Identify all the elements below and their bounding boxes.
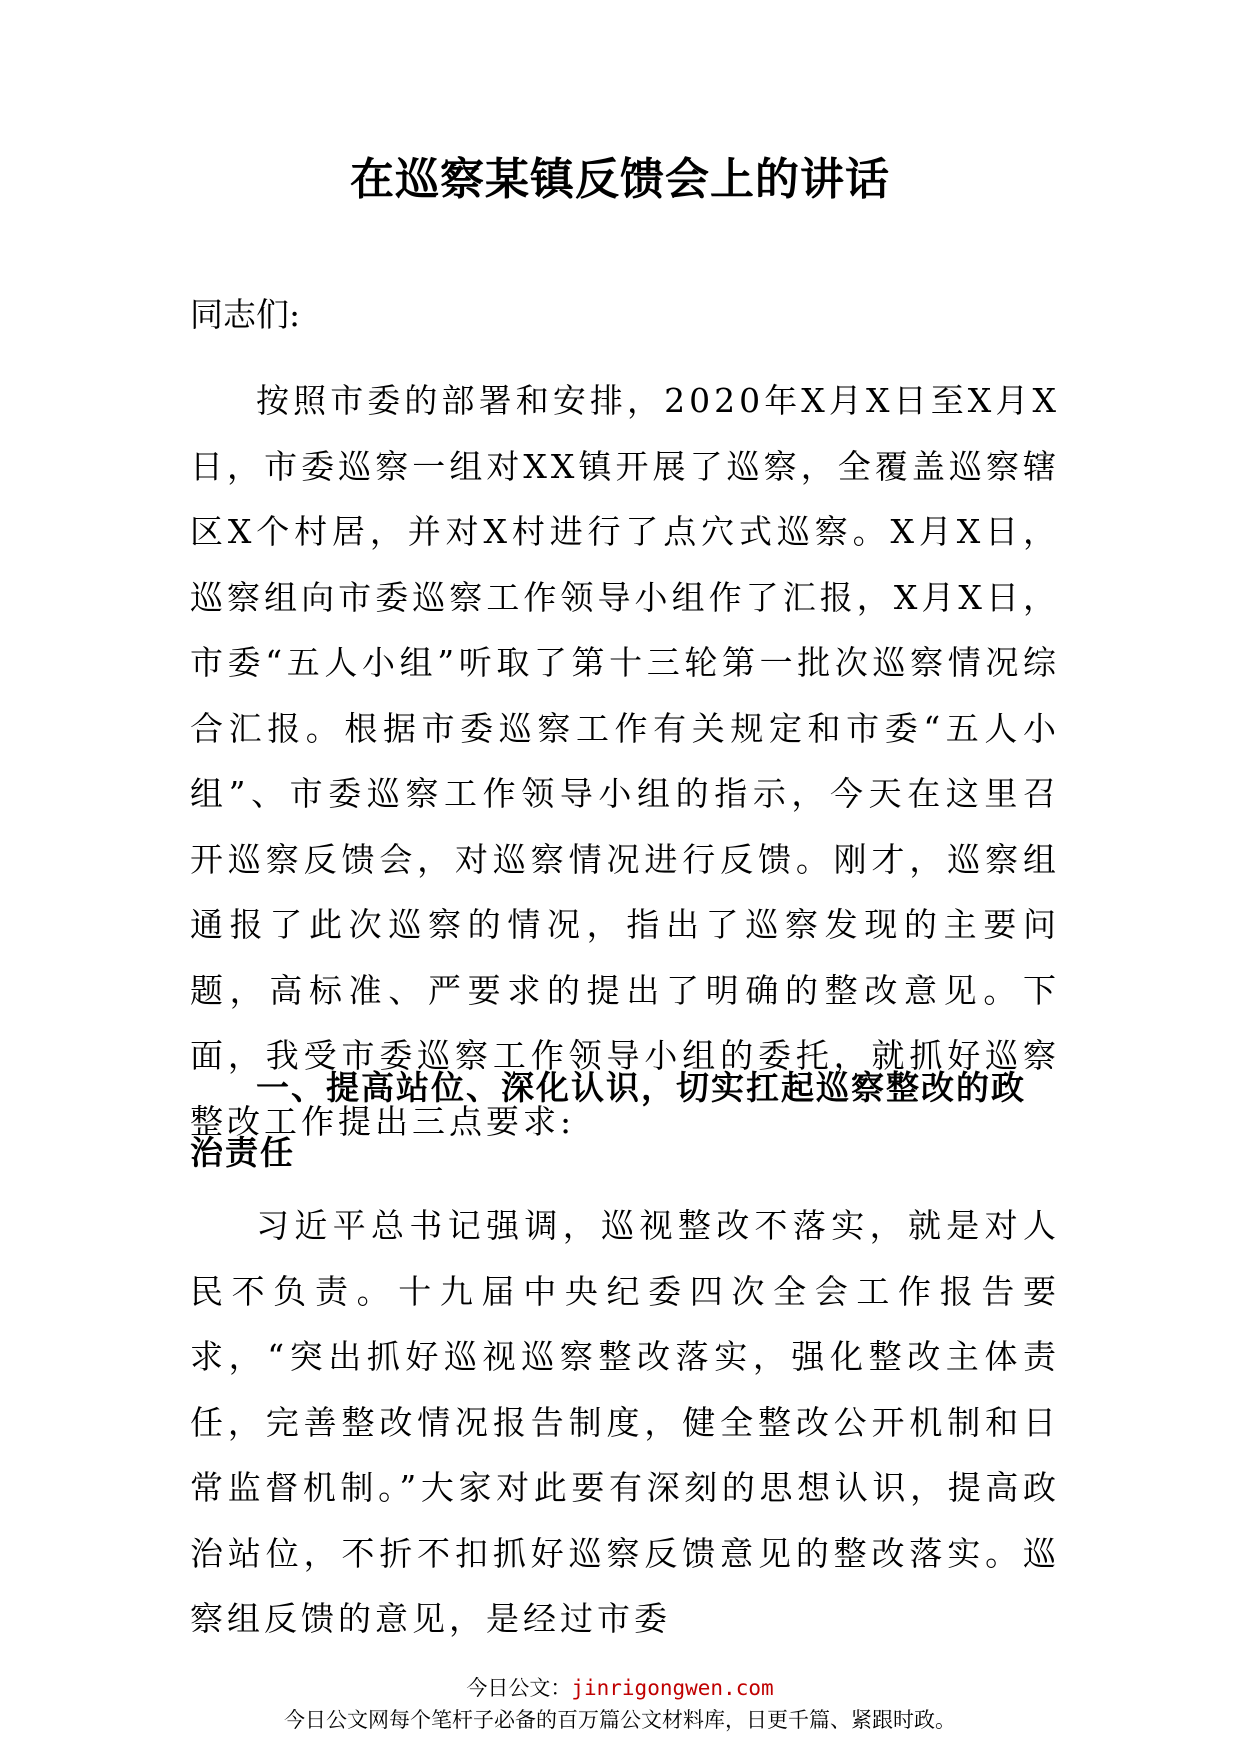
section-heading-1: 一、提高站位、深化认识，切实扛起巡察整改的政治责任: [190, 1068, 1026, 1172]
page-title: 在巡察某镇反馈会上的讲话: [350, 154, 890, 205]
paragraph-section-1: 习近平总书记强调，巡视整改不落实，就是对人民不负责。十九届中央纪委四次全会工作报告要求，“突出抓好巡视巡察整改落实，强化整改主体责任，完善整改情况报告制度，健全整改公开机制和日常监督机制。”大家对此要有深刻的思想认识，提高政治站位，不折不扣抓好巡察反馈意见的整改落实。巡察组反馈的意见，是经过市委: [190, 1206, 1060, 1638]
footer-slogan: 今日公文网每个笔杆子必备的百万篇公文材料库，日更千篇、紧跟时政。: [284, 1708, 956, 1732]
footer-site-label: 今日公文：: [466, 1676, 572, 1700]
paragraph-intro: 按照市委的部署和安排，2020年X月X日至X月X日，市委巡察一组对XX镇开展了巡察，全覆盖巡察辖区X个村居，并对X村进行了点穴式巡察。X月X日，巡察组向市委巡察工作领导小组作了汇报，X月X日，市委“五人小组”听取了第十三轮第一批次巡察情况综合汇报。根据市委巡察工作有关规定和市委“五人小组”、市委巡察工作领导小组的指示，今天在这里召开巡察反馈会，对巡察情况进行反馈。刚才，巡察组通报了此次巡察的情况，指出了巡察发现的主要问题，高标准、严要求的提出了明确的整改意见。下面，我受市委巡察工作领导小组的委托，就抓好巡察整改工作提出三点要求:: [190, 381, 1060, 1141]
footer-site-link[interactable]: jinrigongwen.com: [571, 1676, 774, 1700]
salutation: 同志们:: [190, 295, 301, 334]
footer-site-line: [0, 1674, 1240, 1702]
